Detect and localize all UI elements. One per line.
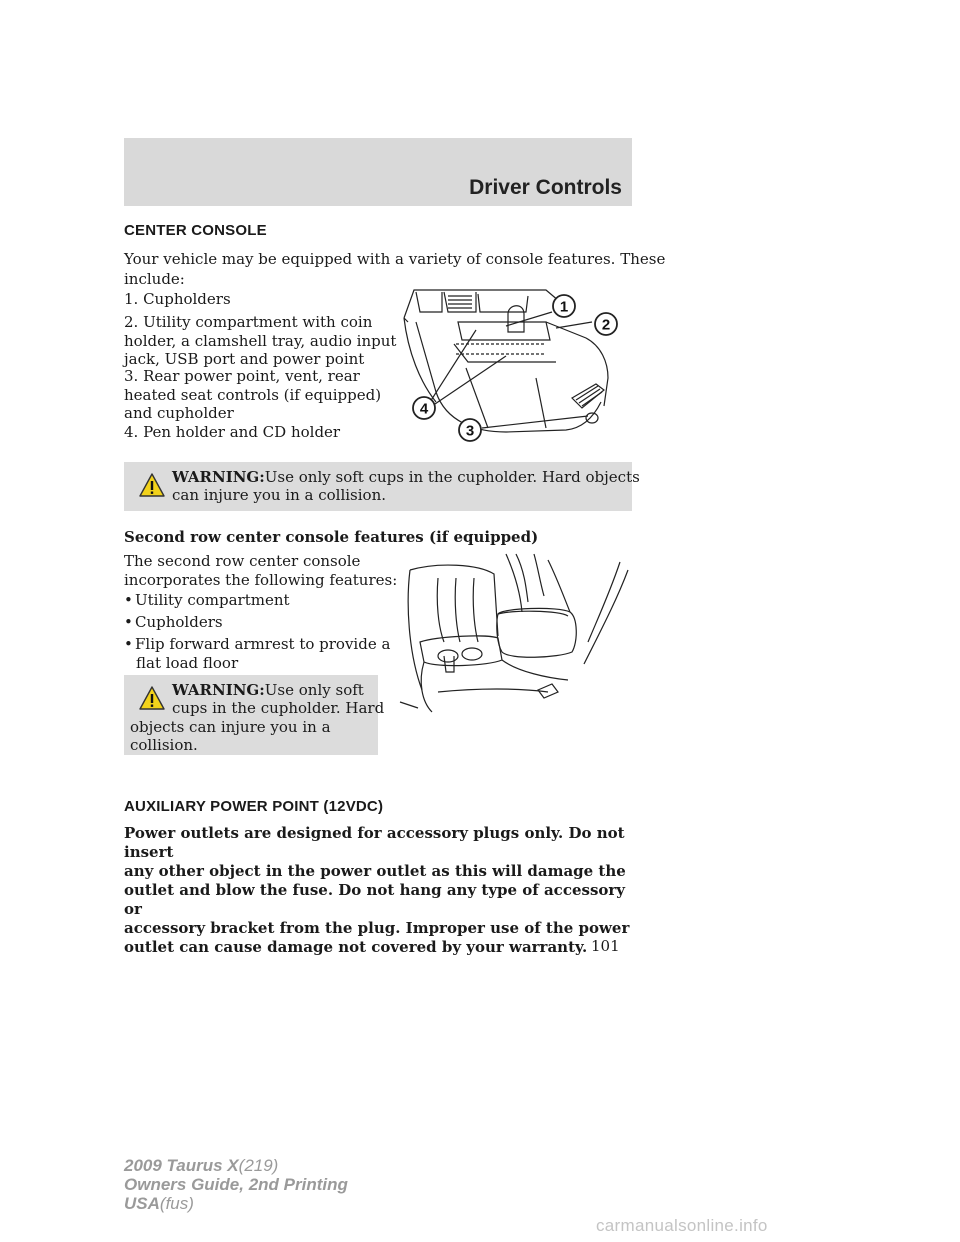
footer-meta (124, 1156, 348, 1213)
footer-guide: Owners Guide, 2nd Printing (124, 1175, 348, 1194)
aux-power-line: Power outlets are designed for accessory plugs only. Do not insert (124, 824, 625, 861)
list-item-line: 1. Cupholders (124, 290, 231, 308)
warning-text: Use only soft cups in the cupholder. Hard objects (264, 468, 640, 486)
bullet: • (124, 613, 133, 631)
second-row-intro-2: incorporates the following features: (124, 571, 398, 589)
warning-text: collision. (130, 736, 198, 754)
second-row-intro-1: The second row center console (124, 552, 361, 570)
warning-text: objects can injure you in a (130, 718, 331, 736)
list-item-line: 2. Utility compartment with coin (124, 313, 373, 331)
callout-label: 3 (465, 422, 475, 440)
section-header-title: Driver Controls (469, 176, 622, 199)
aux-power-title: AUXILIARY POWER POINT (12VDC) (124, 798, 384, 815)
list-item (124, 367, 381, 423)
list-item (124, 423, 340, 442)
aux-power-line: accessory bracket from the plug. Improper use of the power (124, 919, 630, 937)
list-item (124, 635, 390, 672)
bullet: • (124, 635, 133, 653)
list-item-line: 3. Rear power point, vent, rear (124, 367, 360, 385)
list-item-line: heated seat controls (if equipped) (124, 385, 382, 404)
warning-triangle-icon (138, 685, 166, 711)
header-band (124, 138, 632, 206)
aux-power-line: any other object in the power outlet as this will damage the (124, 862, 626, 880)
warning-label: WARNING: (172, 468, 265, 486)
bullet-text: flat load floor (136, 653, 239, 672)
list-item (124, 313, 396, 369)
bullet: • (124, 591, 133, 609)
warning-text: can injure you in a collision. (172, 486, 387, 504)
footer-model: 2009 Taurus X (124, 1156, 239, 1175)
center-console-title: CENTER CONSOLE (124, 222, 267, 239)
list-item-line: jack, USB port and power point (124, 350, 365, 368)
footer-model-code: (219) (238, 1156, 279, 1175)
page-number: 101 (591, 937, 620, 955)
center-console-illustration (396, 282, 632, 460)
warning-box-cupholder (124, 462, 640, 511)
callout-label: 2 (601, 316, 611, 334)
center-console-intro-2: include: (124, 270, 185, 288)
list-item-line: and cupholder (124, 404, 234, 422)
second-row-console-illustration (398, 552, 632, 716)
aux-power-line: outlet and blow the fuse. Do not hang any type of accessory or (124, 881, 626, 918)
bullet-text: Flip forward armrest to provide a (135, 635, 391, 653)
warning-text: cups in the cupholder. Hard (172, 699, 385, 717)
center-console-intro-1: Your vehicle may be equipped with a variety of console features. These (124, 250, 666, 268)
aux-power-text (124, 824, 644, 957)
callout-label: 1 (559, 298, 569, 316)
warning-text: Use only soft (264, 681, 364, 699)
warning-box-second-row (124, 675, 385, 755)
callout-label: 4 (419, 400, 429, 418)
bullet-text: Utility compartment (135, 591, 290, 609)
footer-market-code: (fus) (159, 1194, 194, 1213)
list-item (124, 613, 223, 632)
watermark: carmanualsonline.info (596, 1216, 768, 1235)
bullet-text: Cupholders (135, 613, 223, 631)
second-row-title: Second row center console features (if equipped) (124, 528, 539, 546)
list-item (124, 591, 290, 610)
list-item (124, 290, 231, 309)
list-item-line: holder, a clamshell tray, audio input (124, 331, 397, 350)
warning-triangle-icon (138, 472, 166, 498)
list-item-line: 4. Pen holder and CD holder (124, 423, 341, 441)
footer-market: USA (124, 1194, 160, 1213)
warning-label: WARNING: (172, 681, 265, 699)
aux-power-line: outlet can cause damage not covered by your warranty. (124, 938, 588, 956)
